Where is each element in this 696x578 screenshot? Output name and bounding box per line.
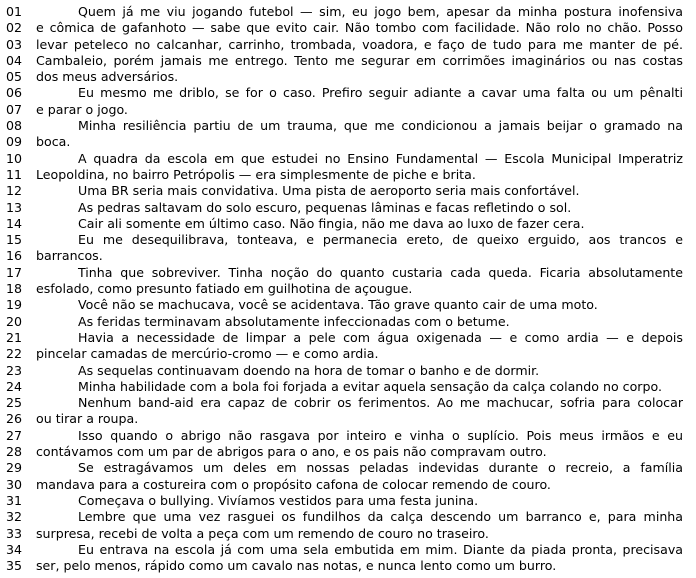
text-line: [0, 493, 696, 509]
line-text: Tinha que sobreviver. Tinha noção do quanto custaria cada queda. Ficaria absolutamente: [78, 264, 683, 280]
line-text: e cômica de gafanhoto — sabe que evito cair. Não tombo com facilidade. Não rolo no chão. Posso: [36, 20, 683, 36]
text-line: [0, 379, 696, 395]
text-line: [0, 265, 696, 281]
line-text: Cair ali somente em último caso. Não fingia, não me dava ao luxo de fazer cera.: [78, 215, 585, 231]
line-text: pincelar camadas de mercúrio-cromo — e como ardia.: [36, 346, 379, 362]
text-line: [0, 346, 696, 362]
line-number: 26: [6, 411, 23, 427]
line-text: Leopoldina, no bairro Petrópolis — era simplesmente de piche e brita.: [36, 166, 476, 182]
text-line: [0, 363, 696, 379]
line-number: 23: [6, 362, 23, 378]
line-text: mandava para a costureira com o propósito cafona de colocar remendo de couro.: [36, 476, 551, 492]
text-line: [0, 102, 696, 118]
line-number: 04: [6, 52, 23, 68]
text-line: [0, 4, 696, 20]
text-line: [0, 526, 696, 542]
line-text: Cambaleio, porém jamais me entrego. Tento me segurar em corrimões imaginários ou nas costas: [36, 52, 683, 68]
line-text: Uma BR seria mais convidativa. Uma pista de aeroporto seria mais confortável.: [78, 183, 580, 199]
text-line: [0, 477, 696, 493]
line-number: 03: [6, 36, 23, 52]
text-line: [0, 118, 696, 134]
text-line: [0, 232, 696, 248]
text-line: [0, 281, 696, 297]
line-text: Eu entrava na escola já com uma sela embutida em mim. Diante da piada pronta, precisava: [78, 541, 683, 557]
line-number: 06: [6, 85, 23, 101]
text-line: [0, 151, 696, 167]
line-text: Quem já me viu jogando futebol — sim, eu jogo bem, apesar da minha postura inofensiva: [78, 4, 683, 19]
line-number: 11: [6, 166, 23, 182]
text-line: [0, 558, 696, 574]
line-number: 27: [6, 427, 23, 443]
line-number: 13: [6, 199, 23, 215]
line-text: dos meus adversários.: [36, 69, 179, 85]
text-line: [0, 69, 696, 85]
document-text: [0, 4, 696, 574]
text-line: [0, 460, 696, 476]
text-line: [0, 330, 696, 346]
line-number: 14: [6, 215, 23, 231]
text-line: [0, 167, 696, 183]
line-text: Começava o bullying. Vivíamos vestidos para uma festa junina.: [78, 492, 479, 508]
text-line: [0, 411, 696, 427]
line-number: 32: [6, 509, 23, 525]
text-line: [0, 37, 696, 53]
line-text: ser, pelo menos, rápido como um cavalo nas notas, e nunca lento como um burro.: [36, 558, 557, 574]
line-number: 30: [6, 476, 23, 492]
line-number: 01: [6, 4, 23, 19]
text-line: [0, 428, 696, 444]
text-line: [0, 297, 696, 313]
line-text: Você não se machucava, você se acidentava. Tão grave quanto cair de uma moto.: [78, 297, 598, 313]
line-text: surpresa, recebi de volta a peça com um remendo de couro no traseiro.: [36, 525, 489, 541]
line-text: e parar o jogo.: [36, 101, 128, 117]
text-line: [0, 183, 696, 199]
line-number: 31: [6, 492, 23, 508]
text-line: [0, 53, 696, 69]
line-number: 28: [6, 444, 23, 460]
text-line: [0, 444, 696, 460]
line-number: 05: [6, 69, 23, 85]
line-text: Minha habilidade com a bola foi forjada a evitar aquela sensação da calça colando no corpo.: [78, 378, 662, 394]
line-text: Isso quando o abrigo não rasgava por inteiro e vinha o suplício. Pois meus irmãos e eu: [78, 427, 683, 443]
text-line: [0, 509, 696, 525]
line-number: 25: [6, 395, 23, 411]
line-text: As pedras saltavam do solo escuro, pequenas lâminas e facas refletindo o sol.: [78, 199, 572, 215]
line-number: 33: [6, 525, 23, 541]
line-number: 07: [6, 101, 23, 117]
line-number: 20: [6, 313, 23, 329]
line-text: A quadra da escola em que estudei no Ensino Fundamental — Escola Municipal Imperatriz: [78, 150, 683, 166]
line-text: Se estragávamos um deles em nossas peladas indevidas durante o recreio, a família: [78, 460, 683, 476]
line-text: barrancos.: [36, 248, 103, 264]
line-number: 09: [6, 134, 23, 150]
line-text: esfolado, como presunto fatiado em guilhotina de açougue.: [36, 281, 413, 297]
line-number: 15: [6, 232, 23, 248]
line-text: Eu mesmo me driblo, se for o caso. Prefiro seguir adiante a cavar uma falta ou um pênalti: [78, 85, 683, 101]
line-number: 17: [6, 264, 23, 280]
text-line: [0, 200, 696, 216]
text-line: [0, 85, 696, 101]
line-text: levar peteleco no calcanhar, carrinho, trombada, voadora, e faço de tudo para me manter de pé.: [36, 36, 683, 52]
line-number: 10: [6, 150, 23, 166]
line-text: Lembre que uma vez rasguei os fundilhos da calça descendo um barranco e, para minha: [78, 509, 683, 525]
line-number: 12: [6, 183, 23, 199]
text-line: [0, 542, 696, 558]
text-line: [0, 20, 696, 36]
line-text: Minha resiliência partiu de um trauma, que me condicionou a jamais beijar o gramado na: [78, 118, 683, 134]
line-number: 22: [6, 346, 23, 362]
line-number: 21: [6, 329, 23, 345]
line-text: Havia a necessidade de limpar a pele com água oxigenada — e como ardia — e depois: [78, 329, 683, 345]
line-text: As sequelas continuavam doendo na hora de tomar o banho e de dormir.: [78, 362, 540, 378]
line-number: 35: [6, 558, 23, 574]
text-line: [0, 395, 696, 411]
line-number: 16: [6, 248, 23, 264]
line-text: boca.: [36, 134, 71, 150]
text-line: [0, 216, 696, 232]
text-line: [0, 248, 696, 264]
text-line: [0, 314, 696, 330]
line-text: Eu me desequilibrava, tonteava, e permanecia ereto, de queixo erguido, aos trancos e: [78, 232, 683, 248]
line-number: 02: [6, 20, 23, 36]
line-number: 24: [6, 378, 23, 394]
line-number: 08: [6, 118, 23, 134]
line-number: 19: [6, 297, 23, 313]
line-number: 18: [6, 281, 23, 297]
text-line: [0, 134, 696, 150]
line-text: ou tirar a roupa.: [36, 411, 139, 427]
line-text: As feridas terminavam absolutamente infeccionadas com o betume.: [78, 313, 510, 329]
line-number: 34: [6, 541, 23, 557]
line-number: 29: [6, 460, 23, 476]
line-text: Nenhum band-aid era capaz de cobrir os ferimentos. Ao me machucar, sofria para colocar: [78, 395, 683, 411]
line-text: contávamos com um par de abrigos para o ano, e os pais não compravam outro.: [36, 444, 547, 460]
